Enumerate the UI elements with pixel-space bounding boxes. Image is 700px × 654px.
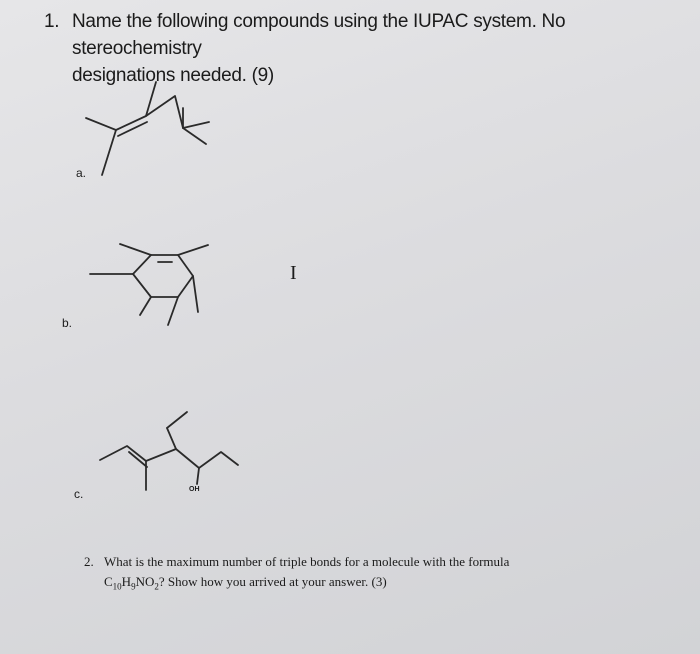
formula-c-count: 10 bbox=[112, 581, 122, 592]
part-c-label: c. bbox=[74, 487, 84, 501]
question-1-number: 1. bbox=[44, 11, 60, 32]
formula-h-count: 9 bbox=[131, 581, 136, 592]
question-1-line-2: designations needed. (9) bbox=[72, 65, 274, 86]
formula-no: NO bbox=[135, 574, 155, 589]
question-2-number: 2. bbox=[84, 554, 94, 569]
question-2-line-2-rest: ? Show how you arrived at your answer. (3) bbox=[158, 574, 387, 589]
formula-c: C bbox=[104, 574, 113, 589]
structure-a bbox=[86, 82, 209, 175]
question-2-line-2 bbox=[104, 572, 664, 597]
hydroxyl-label: OH bbox=[189, 486, 200, 493]
structure-b bbox=[90, 244, 208, 325]
formula-h: H bbox=[121, 574, 132, 589]
question-2-line-1: What is the maximum number of triple bonds for a molecule with the formula bbox=[104, 554, 510, 569]
text-cursor-icon: I bbox=[290, 262, 297, 284]
part-a-label: a. bbox=[76, 166, 87, 180]
part-b-label: b. bbox=[62, 316, 73, 330]
question-1-line-1: Name the following compounds using the IUPAC system. No stereochemistry bbox=[72, 11, 566, 59]
molecular-formula bbox=[104, 574, 159, 592]
formula-o-count: 2 bbox=[154, 581, 159, 592]
question-2-text bbox=[104, 552, 664, 597]
structure-c bbox=[100, 412, 238, 490]
